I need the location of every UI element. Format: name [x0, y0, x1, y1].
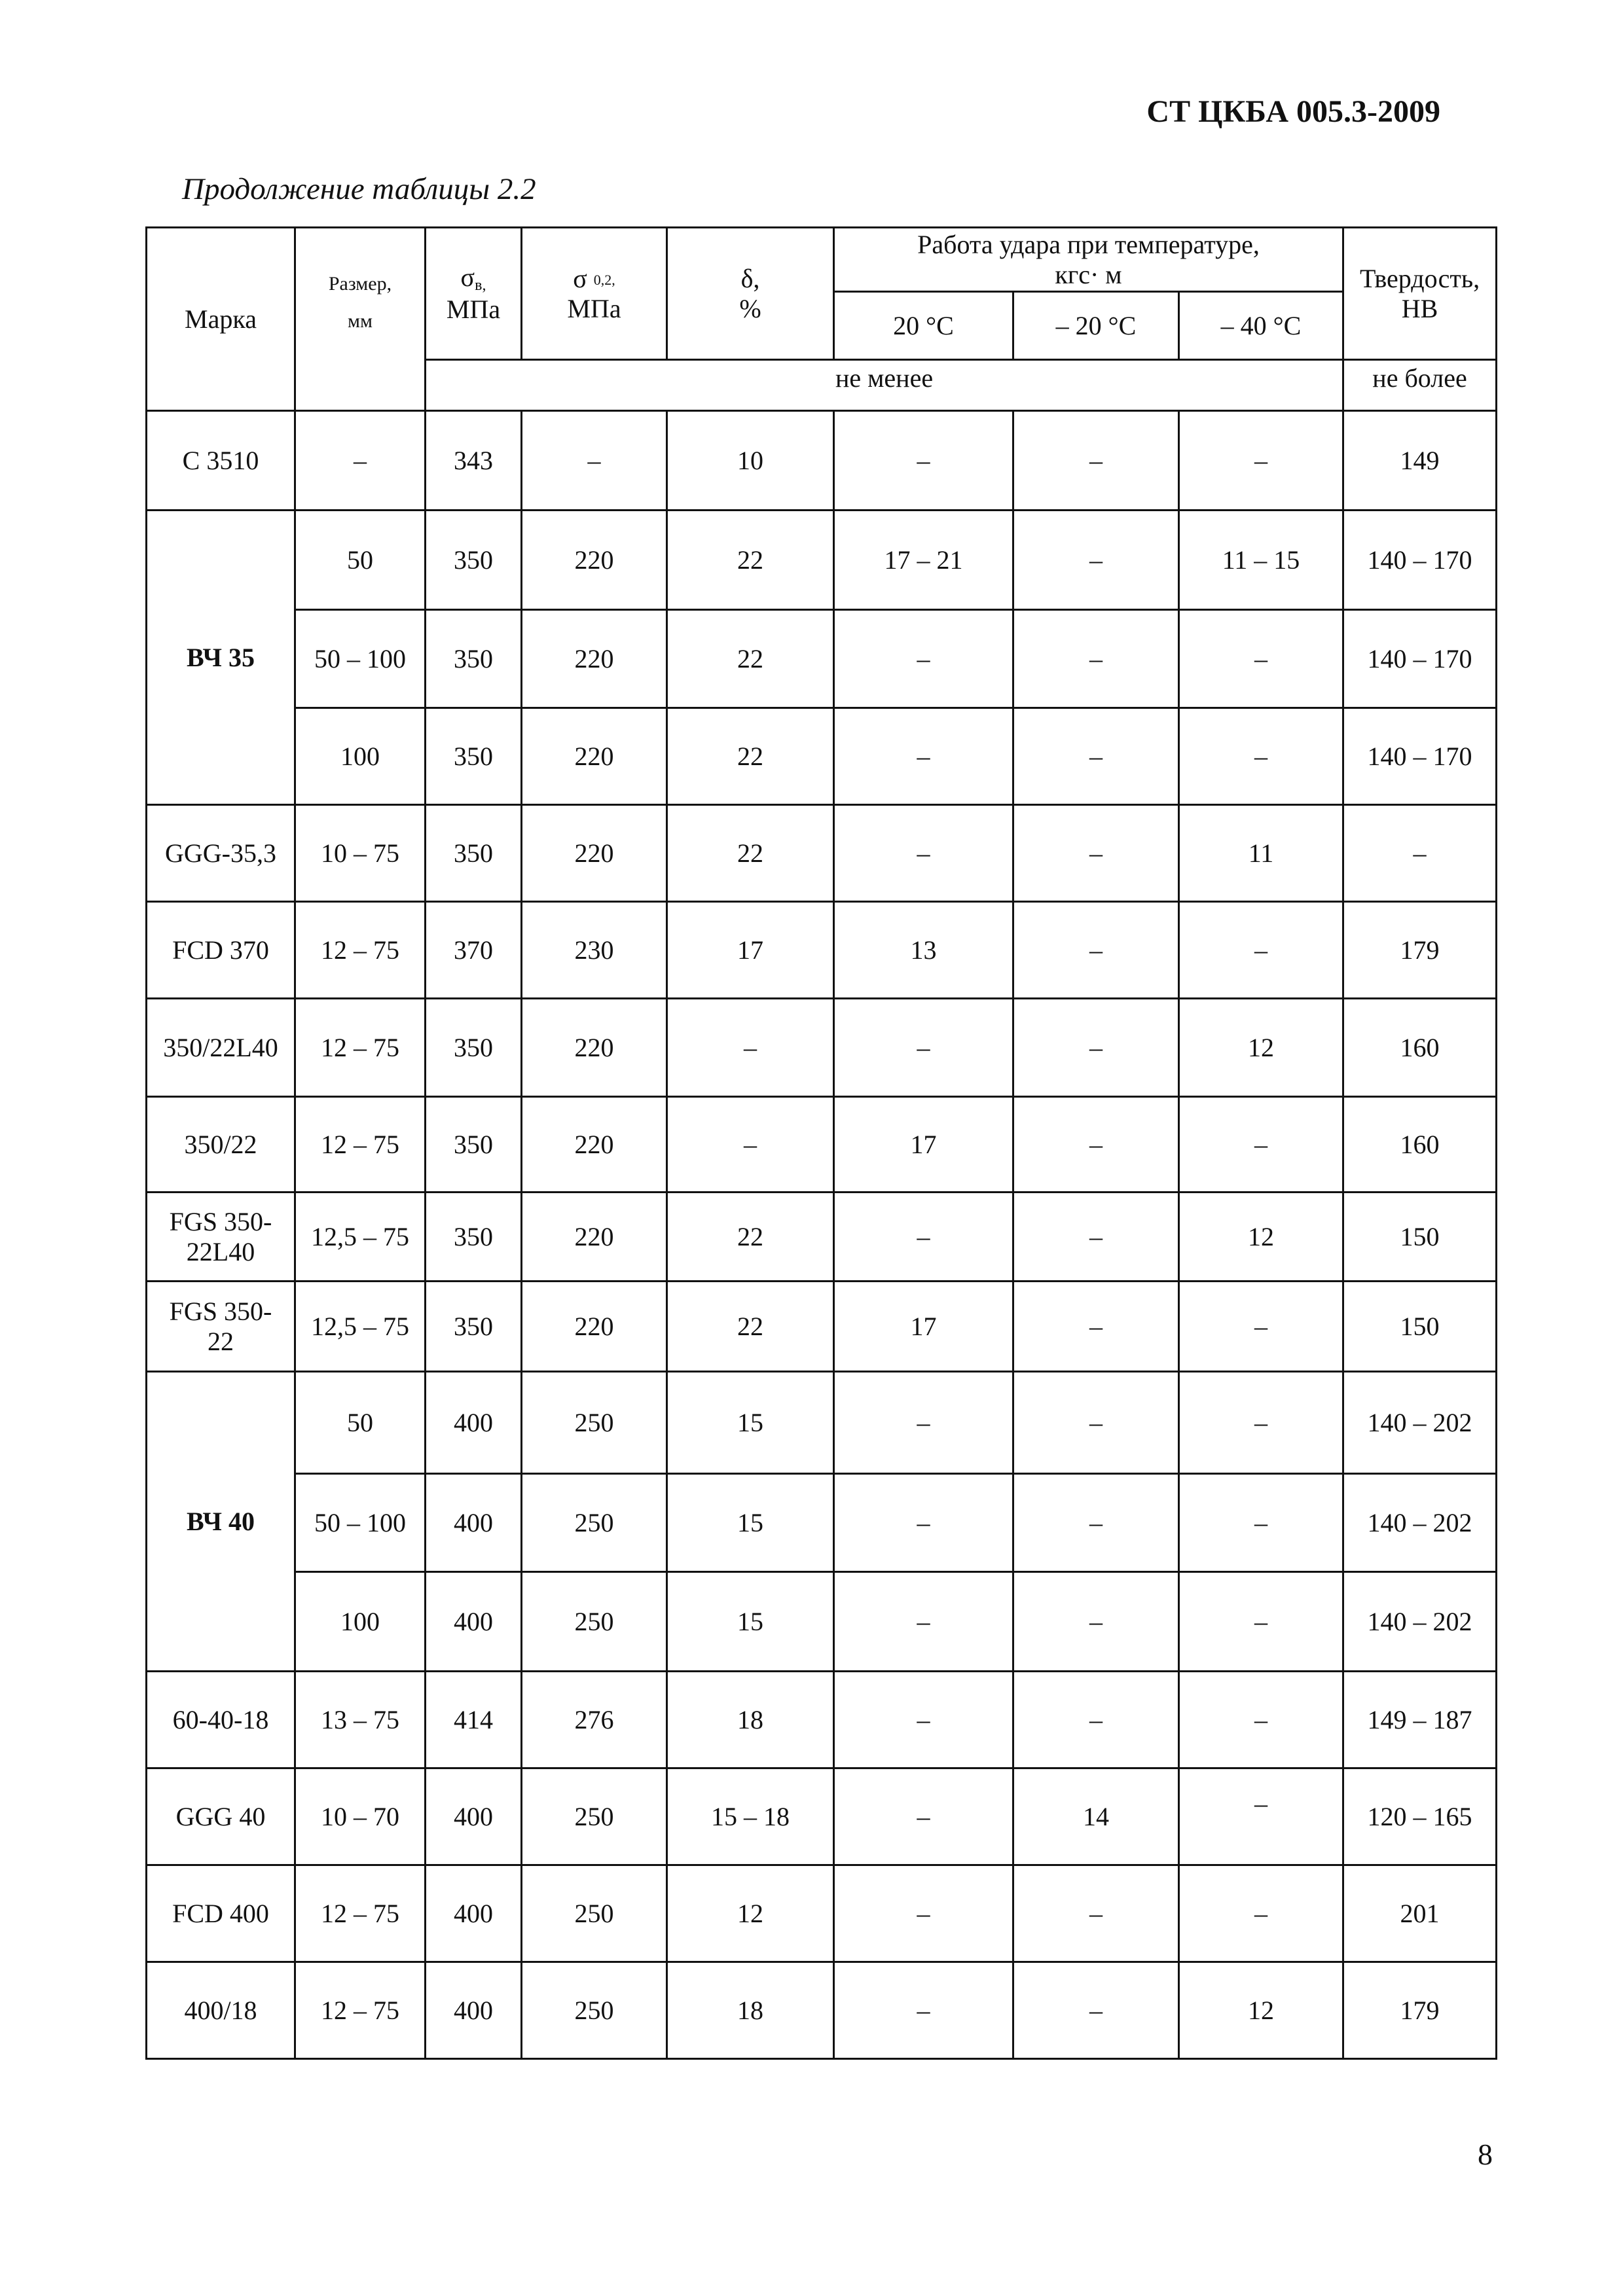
- cell-impact-20: –: [834, 708, 1013, 805]
- cell-impact-minus40: –: [1179, 610, 1343, 708]
- properties-table: [145, 226, 1497, 2060]
- header-temp-minus20: – 20 °С: [1013, 292, 1179, 360]
- cell-size: 100: [295, 708, 426, 805]
- cell-impact-minus40: –: [1179, 1474, 1343, 1572]
- table-row: [147, 1193, 1497, 1282]
- sigma-b-subscript: в,: [475, 276, 486, 294]
- cell-impact-minus40: 12: [1179, 1962, 1343, 2059]
- cell-delta: 15: [667, 1372, 834, 1474]
- cell-hardness: 140 – 202: [1343, 1474, 1497, 1572]
- sigma-symbol: σ: [460, 262, 475, 292]
- cell-mark: [147, 1193, 295, 1282]
- cell-size: 12 – 75: [295, 1865, 426, 1962]
- table-header-row: [147, 228, 1497, 292]
- cell-size: 50 – 100: [295, 610, 426, 708]
- cell-mark-line1: FGS 350-: [169, 1206, 272, 1236]
- cell-impact-minus40: –: [1179, 1672, 1343, 1768]
- cell-size: 12,5 – 75: [295, 1282, 426, 1372]
- cell-sigma-b: 400: [426, 1962, 522, 2059]
- header-temp-minus40: – 40 °С: [1179, 292, 1343, 360]
- cell-hardness: 140 – 170: [1343, 610, 1497, 708]
- cell-delta: 22: [667, 511, 834, 610]
- cell-mark: ВЧ 35: [147, 511, 295, 805]
- cell-impact-minus20: –: [1013, 999, 1179, 1097]
- cell-impact-minus20: –: [1013, 1672, 1179, 1768]
- header-size: [295, 228, 426, 411]
- cell-impact-minus40: –: [1179, 1372, 1343, 1474]
- cell-sigma-02: 250: [522, 1865, 667, 1962]
- cell-delta: 22: [667, 1282, 834, 1372]
- header-not-less: не менее: [426, 360, 1343, 411]
- table-row: [147, 1865, 1497, 1962]
- cell-sigma-02: 220: [522, 1282, 667, 1372]
- hardness-line1: Твердость,: [1359, 263, 1480, 293]
- cell-sigma-02: 220: [522, 1097, 667, 1193]
- cell-mark: FCD 400: [147, 1865, 295, 1962]
- cell-hardness: 120 – 165: [1343, 1768, 1497, 1865]
- cell-sigma-02: 220: [522, 708, 667, 805]
- cell-impact-minus20: –: [1013, 1372, 1179, 1474]
- cell-sigma-02: 220: [522, 1193, 667, 1282]
- cell-sigma-02: 220: [522, 805, 667, 902]
- cell-hardness: 149: [1343, 411, 1497, 511]
- header-marka: Марка: [147, 228, 295, 411]
- cell-impact-minus20: –: [1013, 1097, 1179, 1193]
- delta-unit: %: [739, 293, 761, 323]
- cell-impact-20: –: [834, 411, 1013, 511]
- cell-sigma-02: 250: [522, 1372, 667, 1474]
- table-row: [147, 708, 1497, 805]
- cell-impact-minus40: 12: [1179, 999, 1343, 1097]
- cell-hardness: 160: [1343, 1097, 1497, 1193]
- cell-mark: 350/22: [147, 1097, 295, 1193]
- cell-delta: 22: [667, 1193, 834, 1282]
- cell-sigma-02: 250: [522, 1474, 667, 1572]
- cell-impact-20: –: [834, 1572, 1013, 1672]
- cell-hardness: 179: [1343, 1962, 1497, 2059]
- cell-sigma-02: 220: [522, 999, 667, 1097]
- cell-hardness: 140 – 202: [1343, 1572, 1497, 1672]
- cell-impact-minus40: 12: [1179, 1193, 1343, 1282]
- table-row: [147, 1962, 1497, 2059]
- table-row: [147, 805, 1497, 902]
- cell-sigma-b: 350: [426, 708, 522, 805]
- cell-hardness: 201: [1343, 1865, 1497, 1962]
- cell-mark: GGG 40: [147, 1768, 295, 1865]
- cell-sigma-02: 220: [522, 511, 667, 610]
- cell-impact-20: –: [834, 610, 1013, 708]
- table-row: [147, 999, 1497, 1097]
- cell-size: 12 – 75: [295, 999, 426, 1097]
- cell-impact-minus20: –: [1013, 902, 1179, 999]
- cell-delta: 22: [667, 708, 834, 805]
- cell-mark: FCD 370: [147, 902, 295, 999]
- cell-sigma-b: 350: [426, 1282, 522, 1372]
- cell-sigma-b: 350: [426, 1097, 522, 1193]
- cell-impact-minus20: –: [1013, 805, 1179, 902]
- cell-size: 50: [295, 1372, 426, 1474]
- cell-sigma-b: 350: [426, 1193, 522, 1282]
- cell-delta: 10: [667, 411, 834, 511]
- header-sigma-b: [426, 228, 522, 360]
- cell-sigma-02: 250: [522, 1572, 667, 1672]
- cell-delta: 22: [667, 610, 834, 708]
- impact-line2: кгс· м: [1055, 259, 1122, 289]
- cell-sigma-b: 414: [426, 1672, 522, 1768]
- cell-impact-20: 13: [834, 902, 1013, 999]
- table-row: [147, 1372, 1497, 1474]
- cell-delta: 15: [667, 1474, 834, 1572]
- cell-sigma-02: –: [522, 411, 667, 511]
- cell-impact-minus20: –: [1013, 411, 1179, 511]
- cell-size: 100: [295, 1572, 426, 1672]
- cell-sigma-b: 350: [426, 610, 522, 708]
- cell-impact-minus20: –: [1013, 1193, 1179, 1282]
- cell-sigma-b: 343: [426, 411, 522, 511]
- cell-mark: 400/18: [147, 1962, 295, 2059]
- sigma-02-subscript: 0,2,: [593, 271, 615, 288]
- table-row: [147, 411, 1497, 511]
- cell-delta: 15 – 18: [667, 1768, 834, 1865]
- cell-size: 10 – 75: [295, 805, 426, 902]
- table-row: [147, 902, 1497, 999]
- cell-impact-minus20: –: [1013, 708, 1179, 805]
- cell-sigma-02: 230: [522, 902, 667, 999]
- cell-impact-minus40: –: [1179, 1768, 1343, 1865]
- header-size-line2: мм: [348, 310, 373, 332]
- cell-impact-20: –: [834, 999, 1013, 1097]
- cell-impact-minus40: –: [1179, 708, 1343, 805]
- header-sigma-02: [522, 228, 667, 360]
- cell-delta: 18: [667, 1962, 834, 2059]
- cell-hardness: 149 – 187: [1343, 1672, 1497, 1768]
- table-row: [147, 1282, 1497, 1372]
- table-continuation-caption: Продолжение таблицы 2.2: [182, 172, 536, 206]
- cell-mark: [147, 1282, 295, 1372]
- cell-impact-minus20: –: [1013, 1865, 1179, 1962]
- cell-mark: 350/22L40: [147, 999, 295, 1097]
- table-row: [147, 1672, 1497, 1768]
- table-row: [147, 1572, 1497, 1672]
- cell-sigma-b: 400: [426, 1865, 522, 1962]
- cell-mark: С 3510: [147, 411, 295, 511]
- delta-symbol: δ,: [740, 263, 760, 293]
- cell-delta: 15: [667, 1572, 834, 1672]
- cell-delta: –: [667, 1097, 834, 1193]
- cell-size: 12 – 75: [295, 1962, 426, 2059]
- page-number: 8: [1478, 2138, 1493, 2171]
- cell-hardness: 160: [1343, 999, 1497, 1097]
- cell-impact-minus20: 14: [1013, 1768, 1179, 1865]
- cell-size: 12 – 75: [295, 902, 426, 999]
- cell-impact-minus40: –: [1179, 411, 1343, 511]
- cell-mark: GGG-35,3: [147, 805, 295, 902]
- cell-impact-20: –: [834, 1962, 1013, 2059]
- cell-delta: 17: [667, 902, 834, 999]
- cell-impact-minus20: –: [1013, 1572, 1179, 1672]
- table-row: [147, 610, 1497, 708]
- sigma-symbol: σ: [573, 263, 587, 293]
- cell-hardness: 140 – 202: [1343, 1372, 1497, 1474]
- cell-delta: 12: [667, 1865, 834, 1962]
- cell-impact-20: –: [834, 1474, 1013, 1572]
- header-delta: [667, 228, 834, 360]
- properties-table-container: [145, 226, 1495, 2058]
- header-not-more: не более: [1343, 360, 1497, 411]
- cell-impact-minus40: –: [1179, 902, 1343, 999]
- cell-impact-20: –: [834, 1768, 1013, 1865]
- header-hardness: [1343, 228, 1497, 360]
- cell-impact-minus40: –: [1179, 1865, 1343, 1962]
- cell-impact-minus20: –: [1013, 511, 1179, 610]
- cell-hardness: 150: [1343, 1193, 1497, 1282]
- header-temp-20: 20 °С: [834, 292, 1013, 360]
- cell-impact-20: –: [834, 805, 1013, 902]
- cell-sigma-b: 400: [426, 1572, 522, 1672]
- cell-impact-20: –: [834, 1672, 1013, 1768]
- table-row: [147, 1768, 1497, 1865]
- cell-impact-20: 17: [834, 1282, 1013, 1372]
- cell-impact-minus20: –: [1013, 1282, 1179, 1372]
- cell-impact-minus40: 11: [1179, 805, 1343, 902]
- cell-impact-minus20: –: [1013, 1962, 1179, 2059]
- cell-sigma-b: 350: [426, 999, 522, 1097]
- table-row: [147, 1474, 1497, 1572]
- cell-mark-line2: 22L40: [186, 1236, 255, 1266]
- cell-impact-minus40: –: [1179, 1572, 1343, 1672]
- cell-mark-line1: FGS 350-: [169, 1296, 272, 1326]
- cell-impact-minus40: –: [1179, 1282, 1343, 1372]
- cell-impact-minus20: –: [1013, 610, 1179, 708]
- cell-impact-20: –: [834, 1372, 1013, 1474]
- cell-hardness: 150: [1343, 1282, 1497, 1372]
- cell-sigma-b: 350: [426, 805, 522, 902]
- cell-sigma-b: 400: [426, 1768, 522, 1865]
- cell-impact-20: 17 – 21: [834, 511, 1013, 610]
- cell-size: 50: [295, 511, 426, 610]
- cell-delta: 22: [667, 805, 834, 902]
- cell-impact-minus40: –: [1179, 1097, 1343, 1193]
- cell-sigma-b: 370: [426, 902, 522, 999]
- hardness-line2: НВ: [1401, 293, 1438, 323]
- cell-size: 12 – 75: [295, 1097, 426, 1193]
- cell-sigma-b: 350: [426, 511, 522, 610]
- cell-sigma-02: 250: [522, 1768, 667, 1865]
- cell-sigma-b: 400: [426, 1372, 522, 1474]
- cell-mark: ВЧ 40: [147, 1372, 295, 1672]
- cell-delta: –: [667, 999, 834, 1097]
- cell-hardness: 140 – 170: [1343, 708, 1497, 805]
- cell-hardness: –: [1343, 805, 1497, 902]
- impact-line1: Работа удара при температуре,: [917, 229, 1260, 259]
- sigma-02-unit: МПа: [567, 293, 621, 323]
- cell-size: 12,5 – 75: [295, 1193, 426, 1282]
- cell-sigma-b: 400: [426, 1474, 522, 1572]
- cell-impact-minus20: –: [1013, 1474, 1179, 1572]
- cell-size: –: [295, 411, 426, 511]
- document-code: СТ ЦКБА 005.3-2009: [1146, 94, 1440, 129]
- cell-impact-minus40: 11 – 15: [1179, 511, 1343, 610]
- cell-mark-line2: 22: [208, 1326, 234, 1356]
- table-row: [147, 1097, 1497, 1193]
- cell-size: 13 – 75: [295, 1672, 426, 1768]
- header-impact-work: [834, 228, 1343, 292]
- cell-hardness: 179: [1343, 902, 1497, 999]
- cell-impact-20: –: [834, 1865, 1013, 1962]
- cell-delta: 18: [667, 1672, 834, 1768]
- cell-mark: 60-40-18: [147, 1672, 295, 1768]
- cell-sigma-02: 276: [522, 1672, 667, 1768]
- cell-sigma-02: 250: [522, 1962, 667, 2059]
- cell-size: 50 – 100: [295, 1474, 426, 1572]
- sigma-b-unit: МПа: [446, 295, 501, 325]
- table-row: [147, 511, 1497, 610]
- cell-sigma-02: 220: [522, 610, 667, 708]
- header-size-line1: Размер,: [328, 273, 392, 295]
- cell-impact-20: 17: [834, 1097, 1013, 1193]
- cell-size: 10 – 70: [295, 1768, 426, 1865]
- cell-impact-20: –: [834, 1193, 1013, 1282]
- cell-hardness: 140 – 170: [1343, 511, 1497, 610]
